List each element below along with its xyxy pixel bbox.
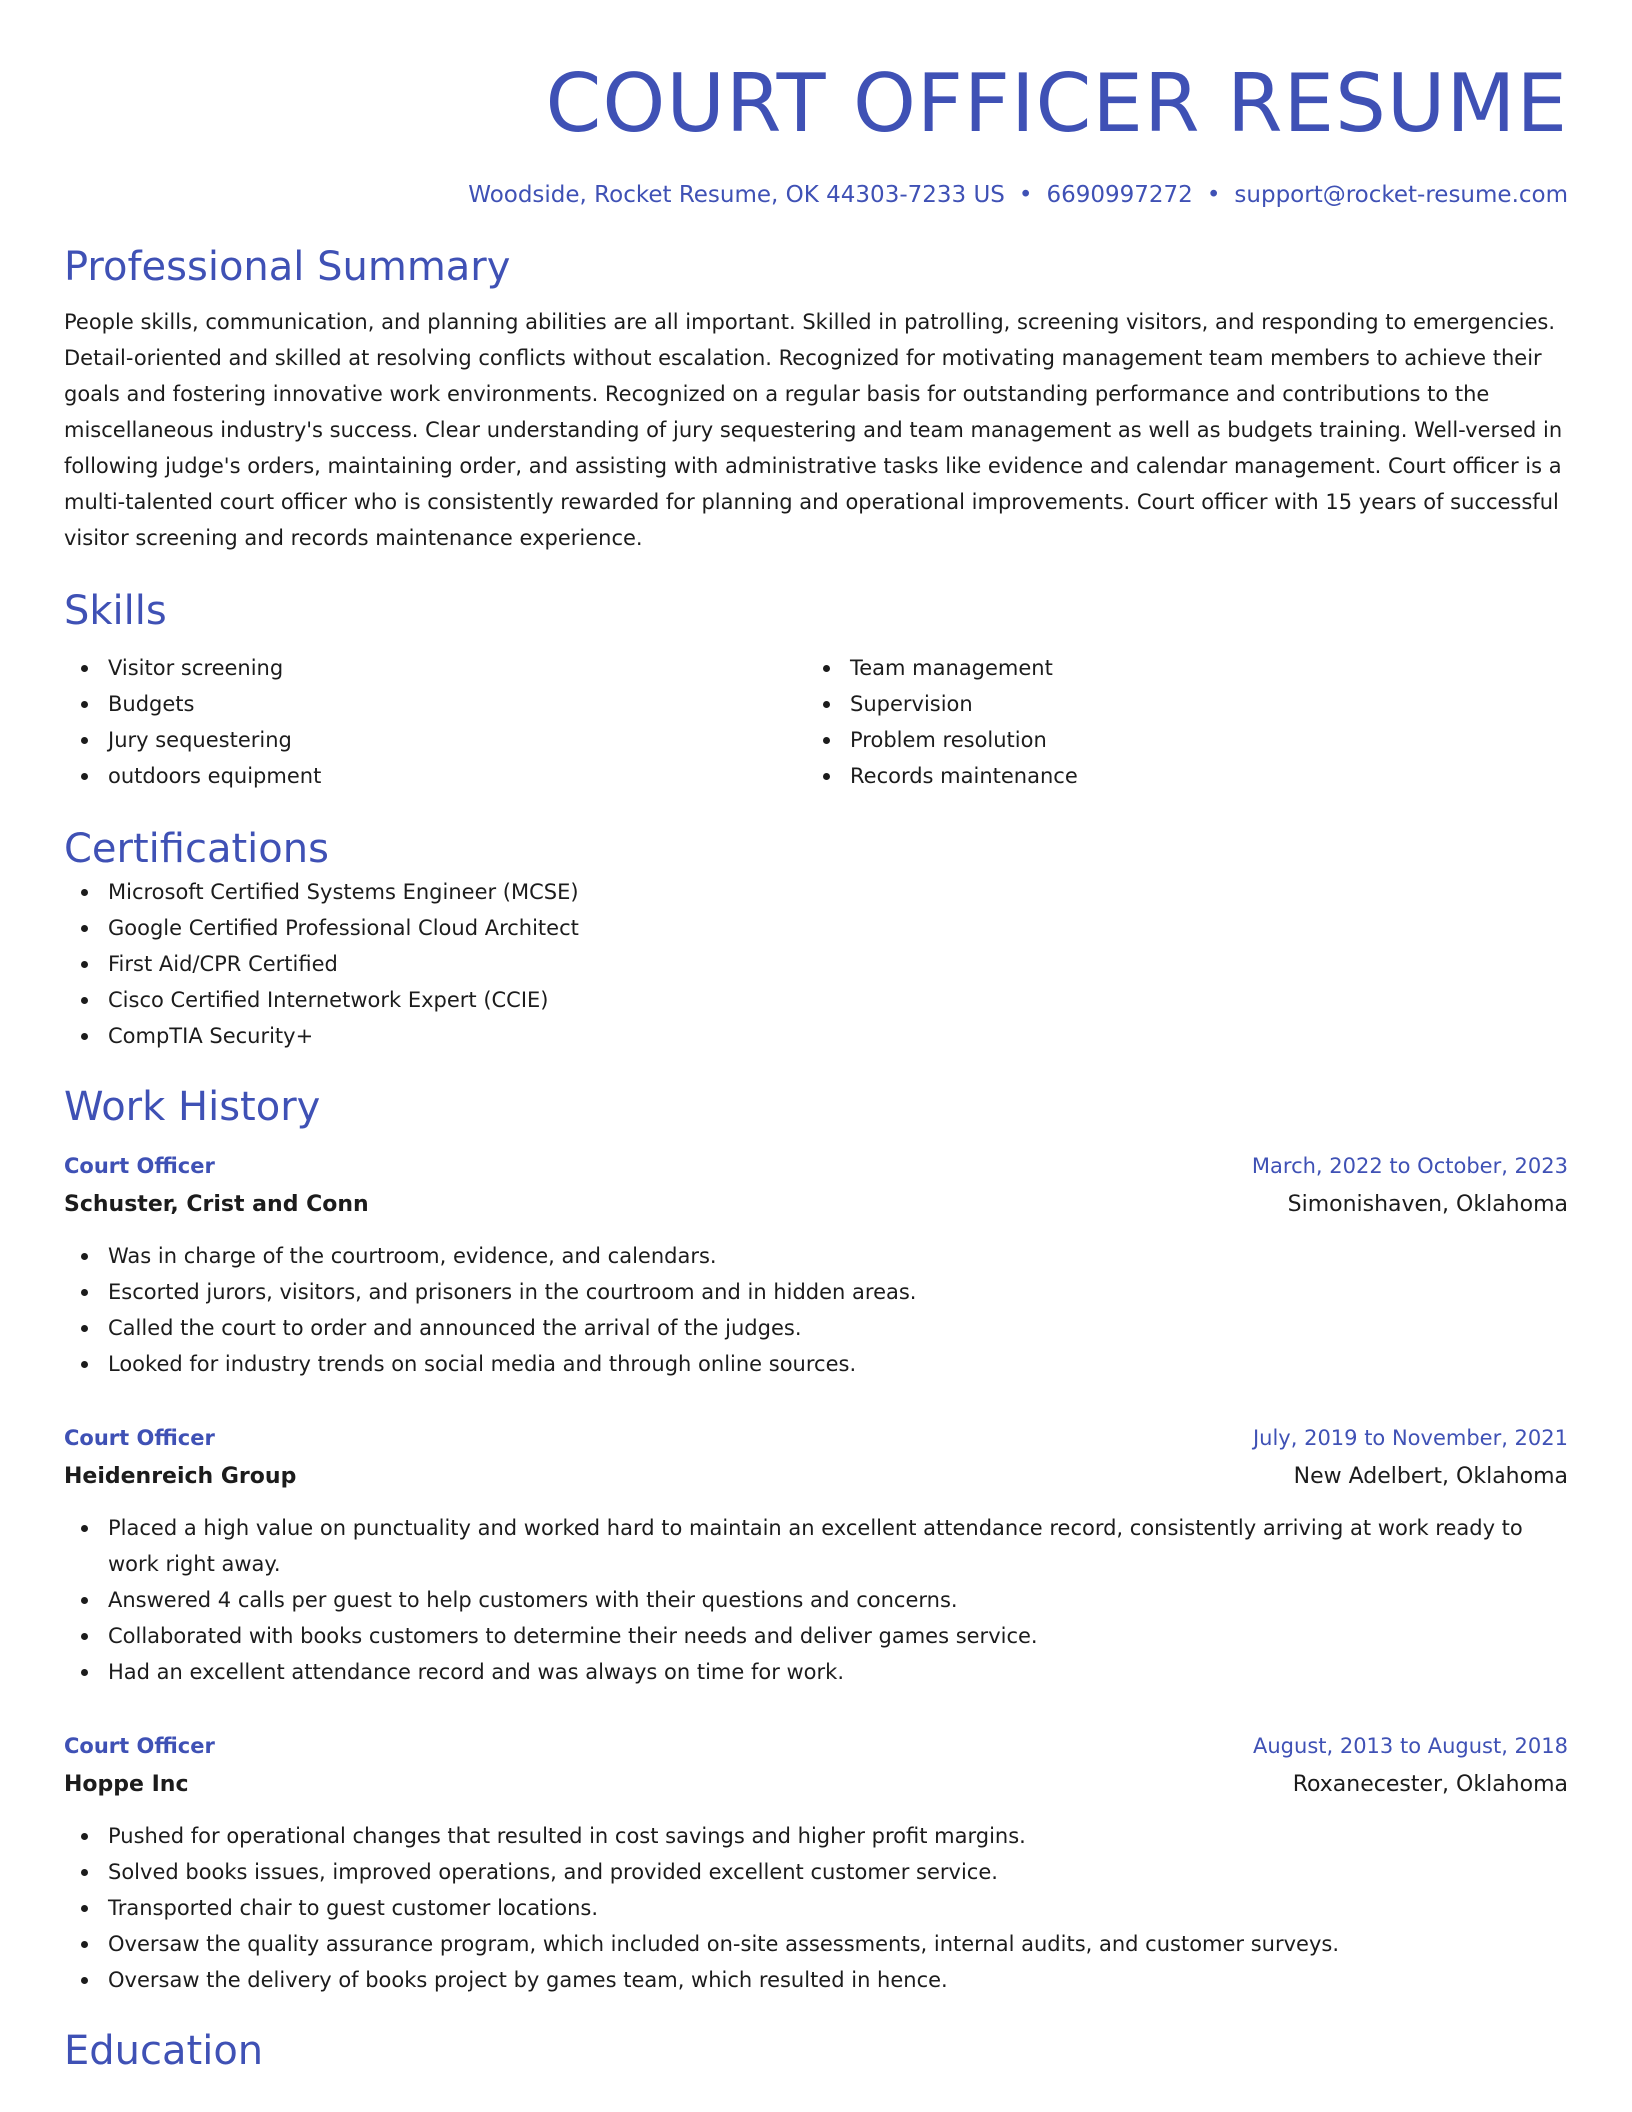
skill-item: Problem resolution bbox=[850, 722, 1548, 758]
job-company-row bbox=[64, 1186, 1568, 1224]
job-company: Schuster, Crist and Conn bbox=[64, 1192, 369, 1217]
skill-item: Budgets bbox=[108, 686, 806, 722]
job-header-row bbox=[64, 1418, 1568, 1458]
contact-line bbox=[64, 180, 1568, 210]
job-duty-item: Solved books issues, improved operations, and provided excellent customer service. bbox=[108, 1854, 1568, 1890]
skills-heading: Skills bbox=[64, 588, 167, 634]
job-dates: August, 2013 to August, 2018 bbox=[1253, 1734, 1568, 1758]
job-company-row bbox=[64, 1766, 1568, 1804]
job-duty-item: Called the court to order and announced the arrival of the judges. bbox=[108, 1310, 1568, 1346]
education-heading: Education bbox=[64, 2028, 264, 2074]
job-location: Roxanecester, Oklahoma bbox=[1292, 1772, 1568, 1797]
job-entry bbox=[64, 1146, 1568, 1382]
job-title: Court Officer bbox=[64, 1734, 215, 1758]
certification-item: Cisco Certified Internetwork Expert (CCIE) bbox=[108, 982, 1568, 1018]
skills-grid bbox=[64, 650, 1568, 794]
certification-item: CompTIA Security+ bbox=[108, 1018, 1568, 1054]
skill-item: outdoors equipment bbox=[108, 758, 806, 794]
job-duties-list bbox=[64, 1818, 1568, 1998]
job-title: Court Officer bbox=[64, 1154, 215, 1178]
contact-separator: • bbox=[1206, 182, 1221, 208]
skills-column-left bbox=[64, 650, 806, 794]
contact-address: Woodside, Rocket Resume, OK 44303-7233 US bbox=[468, 182, 1005, 208]
job-duty-item: Oversaw the quality assurance program, which included on-site assessments, internal audits, and customer surveys. bbox=[108, 1926, 1568, 1962]
job-duty-item: Pushed for operational changes that resulted in cost savings and higher profit margins. bbox=[108, 1818, 1568, 1854]
skill-item: Visitor screening bbox=[108, 650, 806, 686]
job-company-row bbox=[64, 1458, 1568, 1496]
job-entry bbox=[64, 1726, 1568, 1998]
job-duties-list bbox=[64, 1510, 1568, 1690]
skills-column-right bbox=[806, 650, 1548, 794]
skill-item: Jury sequestering bbox=[108, 722, 806, 758]
job-duty-item: Collaborated with books customers to determine their needs and deliver games service. bbox=[108, 1618, 1568, 1654]
resume-title: COURT OFFICER RESUME bbox=[545, 57, 1568, 150]
contact-phone: 6690997272 bbox=[1046, 182, 1193, 208]
job-company: Hoppe Inc bbox=[64, 1772, 189, 1797]
job-duty-item: Answered 4 calls per guest to help customers with their questions and concerns. bbox=[108, 1582, 1568, 1618]
summary-text: People skills, communication, and planning abilities are all important. Skilled in patrolling, screening visitors, and responding to emergencies. Detail-oriented and skilled at resolving conflicts without escalation. Recognized for motivating management team members to achieve their goals and fostering innovative work environments. Recognized on a regular basis for outstanding performance and contributions to the miscellaneous industry's success. Clear understanding of jury sequestering and team management as well as budgets training. Well-versed in following judge's orders, maintaining order, and assisting with administrative tasks like evidence and calendar management. Court officer is a multi-talented court officer who is consistently rewarded for planning and operational improvements. Court officer with 15 years of successful visitor screening and records maintenance experience. bbox=[64, 310, 1563, 550]
resume-page bbox=[64, 0, 1568, 2076]
job-dates: March, 2022 to October, 2023 bbox=[1251, 1154, 1568, 1178]
job-duty-item: Escorted jurors, visitors, and prisoners in the courtroom and in hidden areas. bbox=[108, 1274, 1568, 1310]
certification-item: First Aid/CPR Certified bbox=[108, 946, 1568, 982]
work-history-heading: Work History bbox=[64, 1084, 321, 1130]
job-location: New Adelbert, Oklahoma bbox=[1293, 1464, 1568, 1489]
skill-item: Team management bbox=[850, 650, 1548, 686]
job-entry bbox=[64, 1418, 1568, 1690]
skill-item: Supervision bbox=[850, 686, 1548, 722]
contact-separator: • bbox=[1018, 182, 1033, 208]
certification-item: Microsoft Certified Systems Engineer (MCSE) bbox=[108, 874, 1568, 910]
skill-item: Records maintenance bbox=[850, 758, 1548, 794]
contact-email: support@rocket-resume.com bbox=[1234, 182, 1568, 208]
certifications-list bbox=[64, 874, 1568, 1054]
job-duty-item: Looked for industry trends on social media and through online sources. bbox=[108, 1346, 1568, 1382]
job-location: Simonishaven, Oklahoma bbox=[1287, 1192, 1568, 1217]
job-header-row bbox=[64, 1726, 1568, 1766]
job-duty-item: Placed a high value on punctuality and worked hard to maintain an excellent attendance record, consistently arriving at work ready to work right away. bbox=[108, 1510, 1568, 1582]
skills-list-right bbox=[806, 650, 1548, 794]
job-duty-item: Transported chair to guest customer locations. bbox=[108, 1890, 1568, 1926]
job-header-row bbox=[64, 1146, 1568, 1186]
job-duty-item: Had an excellent attendance record and was always on time for work. bbox=[108, 1654, 1568, 1690]
certifications-heading: Certifications bbox=[64, 826, 329, 872]
summary-heading: Professional Summary bbox=[64, 244, 511, 290]
job-duties-list bbox=[64, 1238, 1568, 1382]
job-duty-item: Was in charge of the courtroom, evidence, and calendars. bbox=[108, 1238, 1568, 1274]
job-company: Heidenreich Group bbox=[64, 1464, 297, 1489]
job-duty-item: Oversaw the delivery of books project by games team, which resulted in hence. bbox=[108, 1962, 1568, 1998]
certification-item: Google Certified Professional Cloud Architect bbox=[108, 910, 1568, 946]
job-dates: July, 2019 to November, 2021 bbox=[1252, 1426, 1568, 1450]
job-title: Court Officer bbox=[64, 1426, 215, 1450]
skills-list-left bbox=[64, 650, 806, 794]
